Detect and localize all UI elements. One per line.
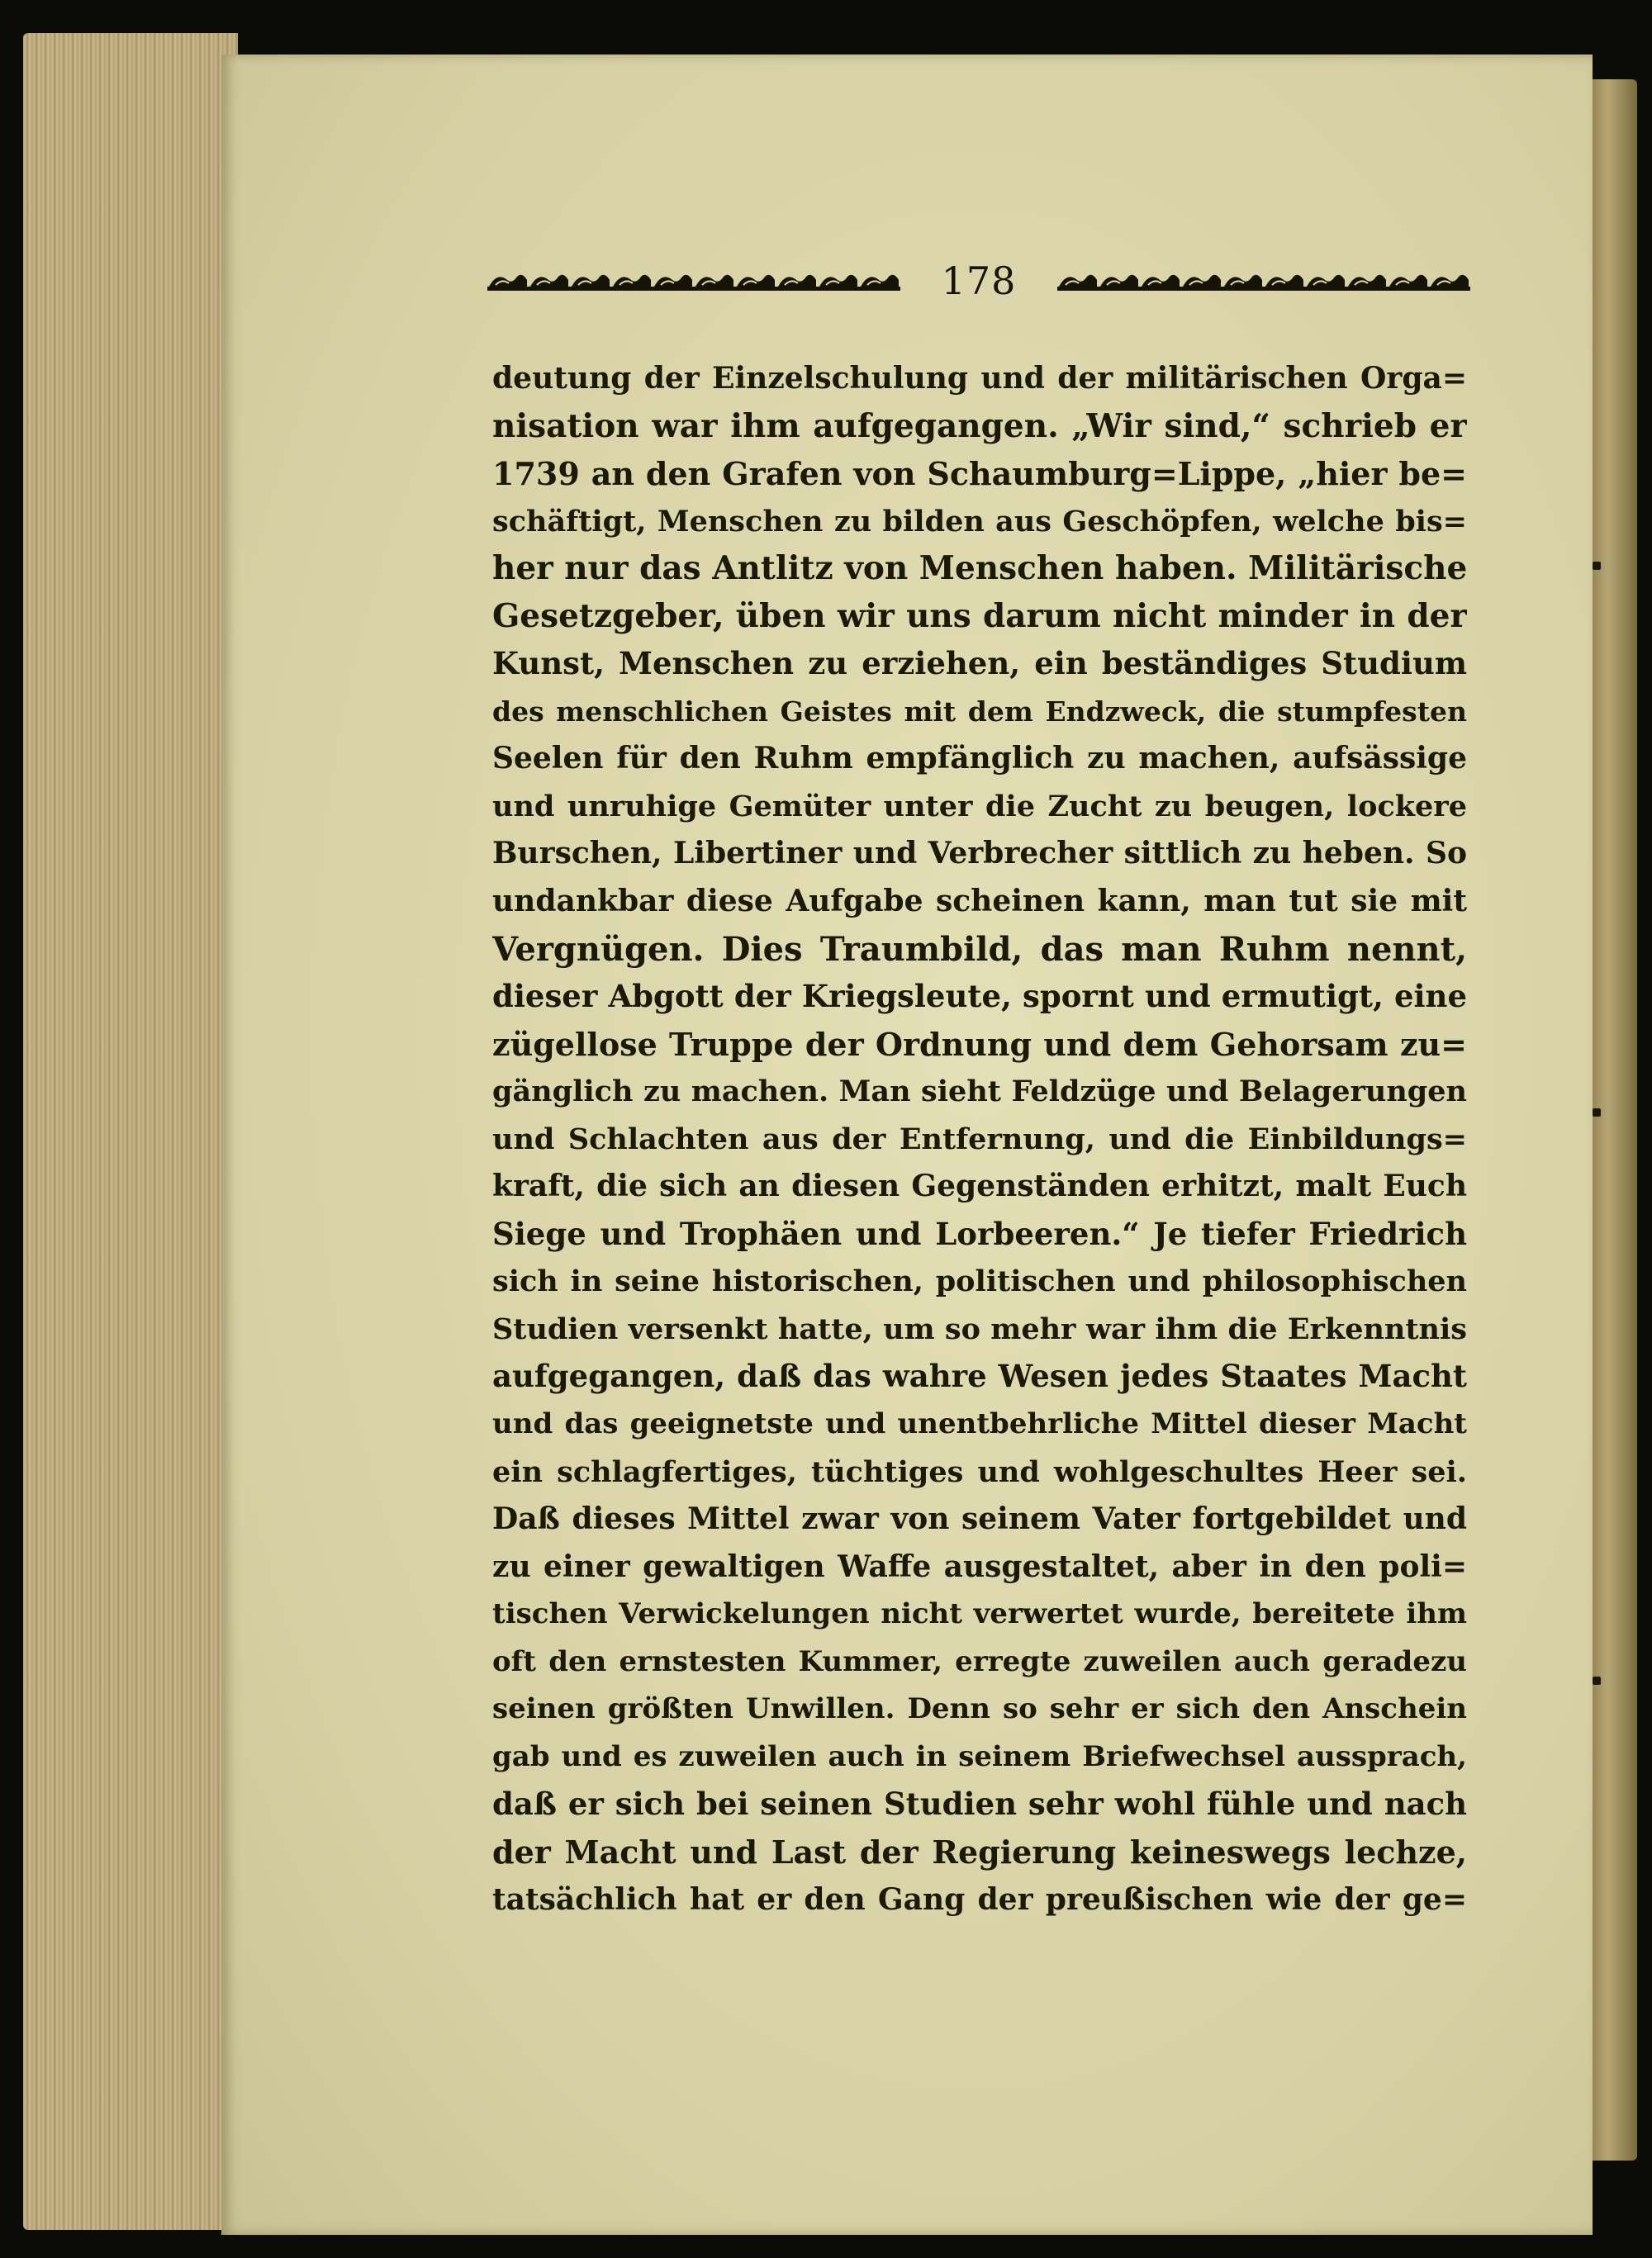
- text-line: und das geeignetste und unentbehrliche Mittel dieser Macht: [492, 1407, 1467, 1441]
- text-line: zu einer gewaltigen Waffe ausgestaltet, aber in den poli=: [492, 1549, 1467, 1584]
- text-line: Daß dieses Mittel zwar von seinem Vater fortgebildet und: [492, 1501, 1467, 1537]
- text-line: tatsächlich hat er den Gang der preußischen wie der ge=: [492, 1881, 1467, 1917]
- text-line: gänglich zu machen. Man sieht Feldzüge und Belagerungen: [492, 1074, 1467, 1109]
- text-line: aufgegangen, daß das wahre Wesen jedes Staates Macht: [492, 1358, 1467, 1395]
- edge-mark-icon: [1593, 1108, 1601, 1117]
- page-number: 178: [941, 259, 1017, 303]
- text-line: sich in seine historischen, politischen und philosophischen: [492, 1264, 1467, 1299]
- text-line: her nur das Antlitz von Menschen haben. Militärische: [492, 549, 1467, 588]
- text-line: schäftigt, Menschen zu bilden aus Geschöpfen, welche bis=: [492, 504, 1467, 538]
- text-line: daß er sich bei seinen Studien sehr wohl fühle und nach: [492, 1786, 1467, 1823]
- text-line: des menschlichen Geistes mit dem Endzweck, die stumpfesten: [492, 695, 1467, 728]
- text-line: Burschen, Libertiner und Verbrecher sittlich zu heben. So: [492, 836, 1467, 871]
- page-edges: [23, 33, 238, 2230]
- text-line: deutung der Einzelschulung und der militärischen Orga=: [492, 361, 1467, 396]
- facing-page-edge: [1588, 79, 1637, 2161]
- text-line: tischen Verwickelungen nicht verwertet wurde, bereitete ihm: [492, 1597, 1467, 1631]
- text-line: der Macht und Last der Regierung keineswegs lechze,: [492, 1833, 1467, 1871]
- text-line: undankbar diese Aufgabe scheinen kann, man tut sie mit: [492, 884, 1467, 919]
- body-text: [492, 355, 1467, 1924]
- text-line: zügellose Truppe der Ordnung und dem Gehorsam zu=: [492, 1025, 1467, 1063]
- edge-mark-icon: [1593, 562, 1601, 570]
- text-line: Siege und Trophäen und Lorbeeren.“ Je tiefer Friedrich: [492, 1215, 1467, 1252]
- text-line: dieser Abgott der Kriegsleute, spornt und ermutigt, eine: [492, 978, 1467, 1015]
- page-header: [487, 248, 1470, 314]
- text-line: Seelen für den Ruhm empfänglich zu machen, aufsässige: [492, 741, 1467, 776]
- text-line: kraft, die sich an diesen Gegenständen erhitzt, malt Euch: [492, 1169, 1467, 1204]
- edge-mark-icon: [1593, 1677, 1601, 1685]
- text-line: oft den ernstesten Kummer, erregte zuweilen auch geradezu: [492, 1644, 1467, 1678]
- text-line: Kunst, Menschen zu erziehen, ein beständiges Studium: [492, 645, 1467, 682]
- text-line: Gesetzgeber, üben wir uns darum nicht minder in der: [492, 596, 1467, 635]
- text-line: 1739 an den Grafen von Schaumburg=Lippe, „hier be=: [492, 455, 1467, 493]
- text-line: Vergnügen. Dies Traumbild, das man Ruhm nennt,: [492, 929, 1467, 969]
- right-ornament-icon: [1057, 268, 1470, 293]
- text-line: und unruhige Gemüter unter die Zucht zu beugen, lockere: [492, 789, 1467, 823]
- text-line: seinen größten Unwillen. Denn so sehr er sich den Anschein: [492, 1692, 1467, 1726]
- left-ornament-icon: [487, 268, 900, 293]
- text-line: nisation war ihm aufgegangen. „Wir sind,“ schrieb er: [492, 406, 1467, 445]
- text-line: ein schlagfertiges, tüchtiges und wohlgeschultes Heer sei.: [492, 1454, 1467, 1489]
- text-line: und Schlachten aus der Entfernung, und die Einbildungs=: [492, 1122, 1467, 1156]
- text-line: Studien versenkt hatte, um so mehr war ihm die Erkenntnis: [492, 1312, 1467, 1346]
- text-line: gab und es zuweilen auch in seinem Briefwechsel aussprach,: [492, 1739, 1467, 1773]
